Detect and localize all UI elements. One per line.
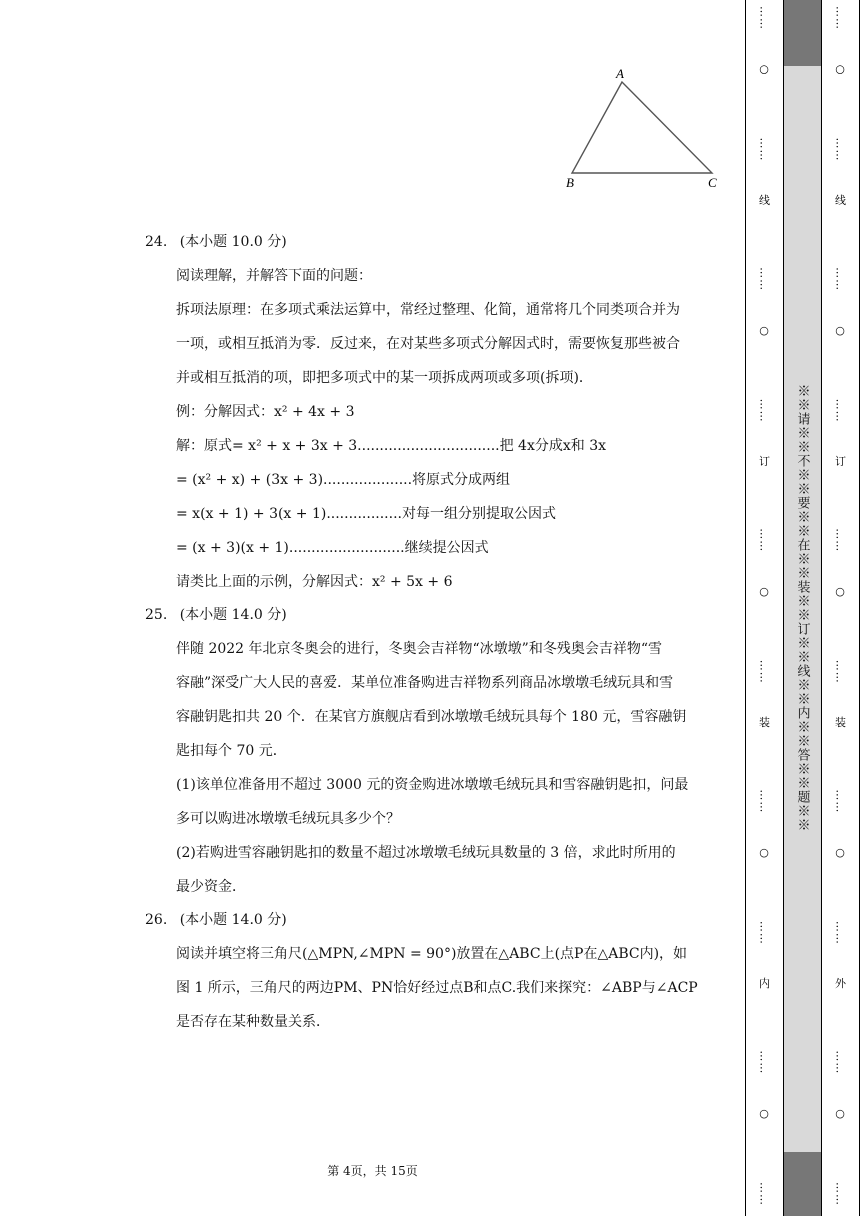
- q24-line: 阅读理解，并解答下面的问题：: [176, 268, 372, 284]
- binding-warning: [783, 0, 821, 1216]
- question-score: (本小题 14.0 分): [179, 607, 287, 623]
- q24-line: 并或相互抵消的项，即把多项式中的某一项拆成两项或多项(拆项)．: [176, 370, 593, 386]
- warning-text: ※※请※※不※※要※※在※※装※※订※※线※※内※※答※※题※※: [794, 384, 810, 832]
- q26-line: 图 1 所示，三角尺的两边PM、PN恰好经过点B和点C.我们来探究：∠ABP与∠ACP: [176, 980, 698, 996]
- q25-part-2: 最少资金．: [176, 879, 246, 895]
- question-number: 25.: [145, 607, 168, 623]
- question-score: (本小题 10.0 分): [179, 234, 287, 250]
- q24-solution-step: = x(x + 1) + 3(x + 1).................对每一组分别提取公因式: [176, 506, 556, 522]
- q24-task: 请类比上面的示例，分解因式：x² + 5x + 6: [176, 574, 453, 590]
- page-footer: 第 4页，共 15页: [327, 1164, 418, 1178]
- q26-line: 阅读并填空将三角尺(△MPN,∠MPN = 90°)放置在△ABC上(点P在△ABC内)，如: [176, 946, 688, 962]
- q24-line: 一项，或相互抵消为零．反过来，在对某些多项式分解因式时，需要恢复那些被合: [176, 336, 680, 352]
- vertex-b-label: B: [566, 175, 574, 190]
- q25-part-1: (1)该单位准备用不超过 3000 元的资金购进冰墩墩毛绒玩具和雪容融钥匙扣，问最: [176, 777, 689, 793]
- question-26-header: [145, 909, 287, 929]
- question-number: 24.: [145, 234, 168, 250]
- q24-example: 例：分解因式：x² + 4x + 3: [176, 404, 355, 420]
- inner-binding-column: [745, 0, 783, 1216]
- q24-solution-step: 解：原式= x² + x + 3x + 3................................把 4x分成x和 3x: [176, 438, 606, 454]
- q25-part-2: (2)若购进雪容融钥匙扣的数量不超过冰墩墩毛绒玩具数量的 3 倍，求此时所用的: [176, 845, 676, 861]
- question-25-header: [145, 604, 287, 624]
- q25-line: 容融钥匙扣共 20 个．在某官方旗舰店看到冰墩墩毛绒玩具每个 180 元，雪容融钥: [176, 709, 687, 725]
- outer-binding-marks: …… ○ …… 线 …… ○ …… 订 …… ○ …… 装 …… ○ …… 外 …… ○ ……: [833, 6, 847, 1206]
- q24-solution-step: = (x + 3)(x + 1)..........................继续提公因式: [176, 540, 489, 556]
- outer-binding-column: [821, 0, 859, 1216]
- question-score: (本小题 14.0 分): [179, 912, 287, 928]
- q24-solution-step: = (x² + x) + (3x + 3)....................将原式分成两组: [176, 472, 511, 488]
- q25-part-1: 多可以购进冰墩墩毛绒玩具多少个？: [176, 811, 400, 827]
- inner-binding-marks: …… ○ …… 线 …… ○ …… 订 …… ○ …… 装 …… ○ …… 内 …… ○ ……: [757, 6, 771, 1206]
- q25-line: 匙扣每个 70 元．: [176, 743, 287, 759]
- triangle-abc-figure: [560, 62, 730, 192]
- q25-line: 容融”深受广大人民的喜爱．某单位准备购进吉祥物系列商品冰墩墩毛绒玩具和雪: [176, 675, 674, 691]
- vertex-a-label: A: [616, 66, 624, 81]
- q24-line: 拆项法原理：在多项式乘法运算中，常经过整理、化简，通常将几个同类项合并为: [176, 302, 680, 318]
- q26-line: 是否存在某种数量关系．: [176, 1014, 330, 1030]
- binding-border: [783, 0, 784, 1216]
- q25-line: 伴随 2022 年北京冬奥会的进行，冬奥会吉祥物“冰墩墩”和冬残奥会吉祥物“雪: [176, 641, 662, 657]
- question-24-header: [145, 231, 287, 251]
- question-number: 26.: [145, 912, 168, 928]
- vertex-c-label: C: [708, 175, 717, 190]
